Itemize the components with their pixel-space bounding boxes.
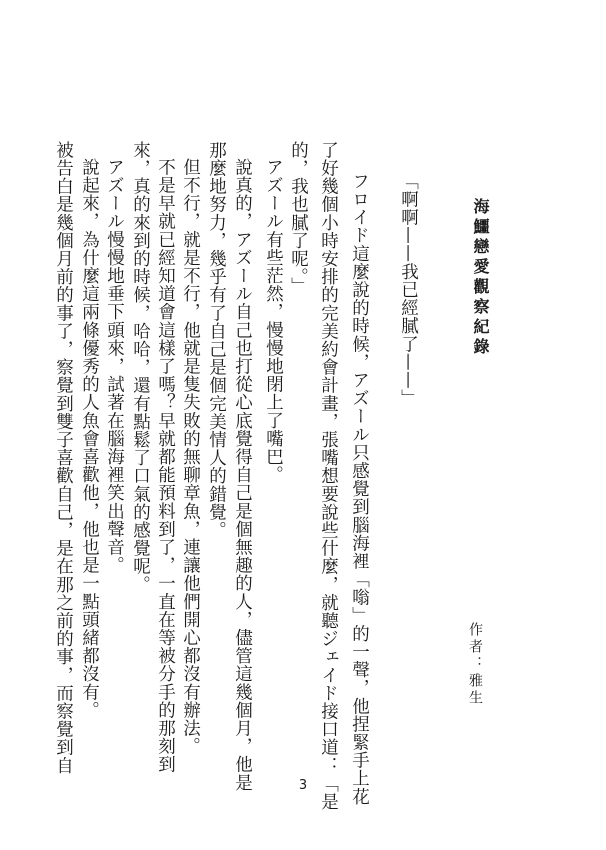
text-column: 說真的，アズール自己也打從心底覺得自己是個無趣的人，儘管這幾個月，他是 <box>232 158 253 792</box>
text-column: 的，我也膩了呢。」 <box>288 141 309 296</box>
text-column: 「啊啊——我已經膩了——」 <box>398 172 419 408</box>
text-column: 那麼地努力，幾乎有了自己是個完美情人的錯覺。 <box>206 141 227 540</box>
text-column: 不是早就已經知道會這樣了嗎？早就都能預料到了，一直在等被分手的那刻到 <box>155 158 176 774</box>
page-number: 3 <box>298 778 308 793</box>
text-column: アズール有些茫然，慢慢地閉上了嘴巴。 <box>263 158 284 484</box>
text-column: 但不行，就是不行，他就是隻失敗的無聊章魚，連讓他們開心都沒有辦法。 <box>180 158 201 756</box>
text-column: アズール慢慢地垂下頭來，試著在腦海裡笑出聲音。 <box>104 158 125 575</box>
author-credit: 作者：雅生 <box>467 622 483 707</box>
text-column: フロイド這麼說的時候，アズール只感覺到腦海裡「嗡」的一聲，他捏緊手上花 <box>349 172 370 806</box>
text-column: 了好幾個小時安排的完美約會計畫，張嘴想要說些什麼，就聽ジェイド接口道：「是 <box>318 141 339 811</box>
text-column: 被告白是幾個月前的事了，察覺到雙子喜歡自己，是在那之前的事，而察覺到自 <box>53 141 74 775</box>
text-column: 來，真的來到的時候，哈哈，還有點鬆了口氣的感覺呢。 <box>130 141 151 594</box>
story-title: 海鱷戀愛觀察紀錄 <box>471 198 490 358</box>
text-column: 說起來，為什麼這兩條優秀的人魚會喜歡他，他也是一點頭緒都沒有。 <box>79 158 100 720</box>
